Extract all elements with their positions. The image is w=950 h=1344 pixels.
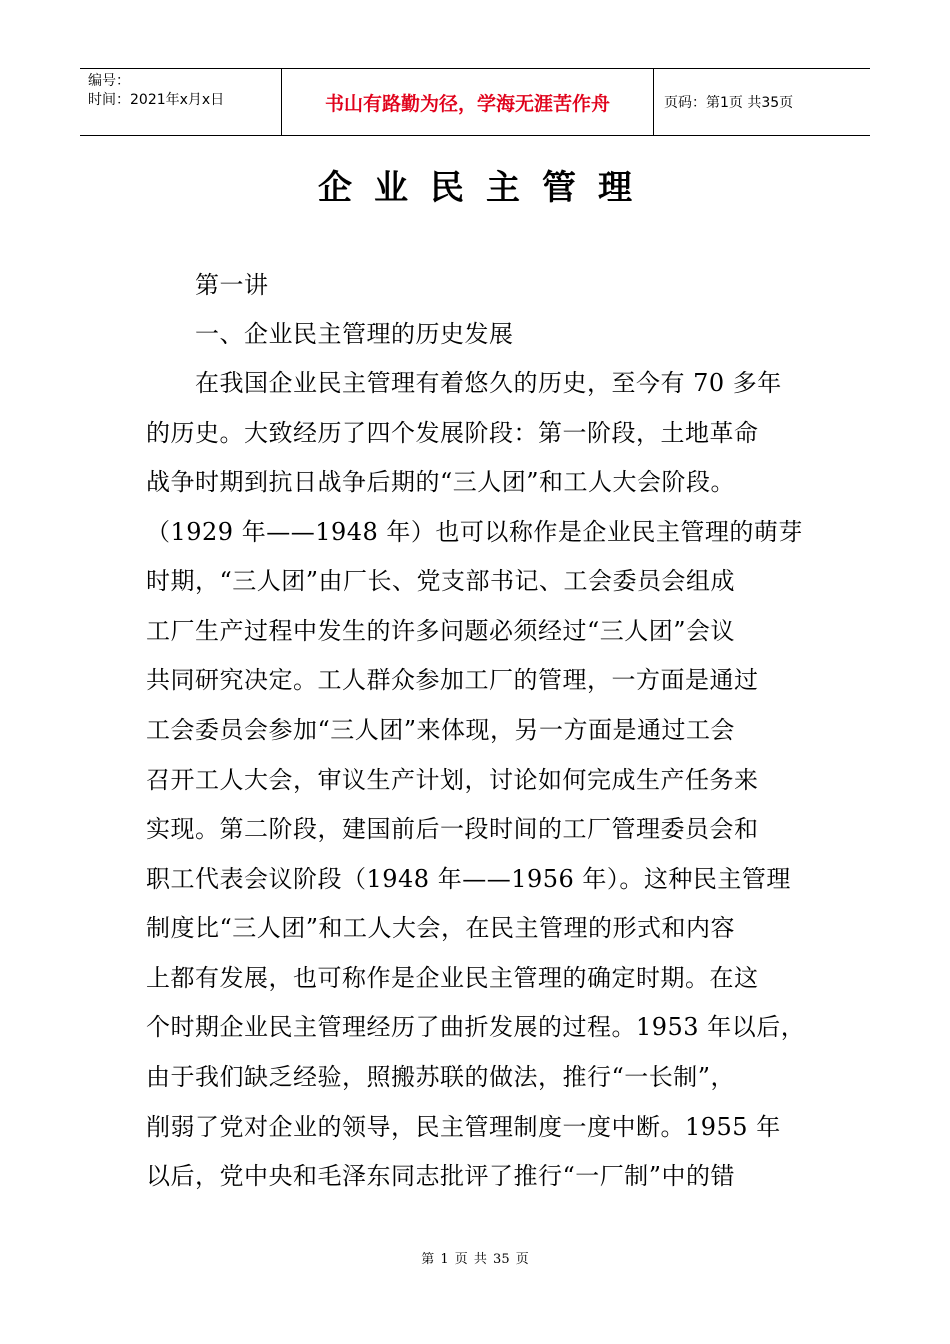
body-line: 制度比“三人团”和工人大会，在民主管理的形式和内容 bbox=[146, 914, 736, 942]
body-line: 召开工人大会，审议生产计划，讨论如何完成生产任务来 bbox=[146, 766, 759, 794]
body-line: 共同研究决定。工人群众参加工厂的管理，一方面是通过 bbox=[146, 666, 759, 694]
body-line: 职工代表会议阶段（1948 年——1956 年）。这种民主管理 bbox=[146, 865, 791, 893]
body-line: 时期，“三人团”由厂长、党支部书记、工会委员会组成 bbox=[146, 567, 736, 595]
date-label: 时间：2021年x月x日 bbox=[88, 92, 225, 108]
body-line: （1929 年——1948 年）也可以称作是企业民主管理的萌芽 bbox=[146, 518, 803, 546]
motto-cell bbox=[282, 69, 654, 135]
header-table bbox=[80, 68, 870, 136]
lecture-heading: 第一讲 bbox=[195, 271, 269, 299]
body-line: 的历史。大致经历了四个发展阶段：第一阶段，土地革命 bbox=[146, 419, 759, 447]
body-line: 工厂生产过程中发生的许多问题必须经过“三人团”会议 bbox=[146, 617, 736, 645]
body-line: 由于我们缺乏经验，照搬苏联的做法，推行“一长制”， bbox=[146, 1063, 736, 1091]
body-line: 削弱了党对企业的领导，民主管理制度一度中断。1955 年 bbox=[146, 1113, 781, 1141]
motto-text: 书山有路勤为径，学海无涯苦作舟 bbox=[324, 92, 610, 115]
body-line: 实现。第二阶段，建国前后一段时间的工厂管理委员会和 bbox=[146, 815, 759, 843]
page-info-cell bbox=[654, 69, 870, 135]
document-title: 企业民主管理 bbox=[318, 168, 654, 208]
serial-label: 编号： bbox=[88, 73, 130, 89]
body-line: 个时期企业民主管理经历了曲折发展的过程。1953 年以后， bbox=[146, 1013, 806, 1041]
body-line: 上都有发展，也可称作是企业民主管理的确定时期。在这 bbox=[146, 964, 759, 992]
page-info: 页码：第1页 共35页 bbox=[664, 95, 794, 111]
body-line: 工会委员会参加“三人团”来体现，另一方面是通过工会 bbox=[146, 716, 736, 744]
section-heading: 一、企业民主管理的历史发展 bbox=[195, 320, 514, 348]
body-line: 在我国企业民主管理有着悠久的历史，至今有 70 多年 bbox=[195, 369, 782, 397]
body-line: 以后，党中央和毛泽东同志批评了推行“一厂制”中的错 bbox=[146, 1162, 736, 1190]
page-footer: 第 1 页 共 35 页 bbox=[421, 1252, 529, 1267]
header-meta-cell bbox=[80, 69, 282, 135]
body-line: 战争时期到抗日战争后期的“三人团”和工人大会阶段。 bbox=[146, 468, 736, 496]
